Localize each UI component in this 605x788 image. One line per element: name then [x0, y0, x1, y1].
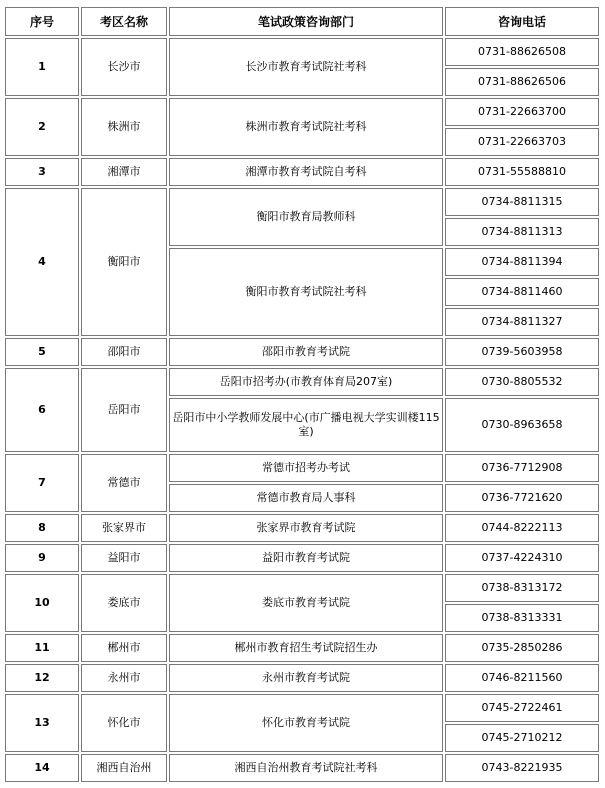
phone-number: 0731-22663703 [445, 128, 599, 156]
dept-name: 衡阳市教育局教师科 [169, 188, 443, 246]
header-dept: 笔试政策咨询部门 [169, 7, 443, 36]
exam-contact-table [3, 5, 601, 784]
row-number: 5 [5, 338, 79, 366]
dept-name: 湘西自治州教育考试院社考科 [169, 754, 443, 782]
phone-number: 0731-55588810 [445, 158, 599, 186]
header-row [5, 7, 599, 36]
area-name: 株洲市 [81, 98, 167, 156]
row-number: 12 [5, 664, 79, 692]
phone-number: 0731-22663700 [445, 98, 599, 126]
phone-number: 0734-8811327 [445, 308, 599, 336]
phone-number: 0739-5603958 [445, 338, 599, 366]
phone-number: 0746-8211560 [445, 664, 599, 692]
area-name: 岳阳市 [81, 368, 167, 452]
header-no: 序号 [5, 7, 79, 36]
phone-number: 0743-8221935 [445, 754, 599, 782]
area-name: 湘西自治州 [81, 754, 167, 782]
area-name: 长沙市 [81, 38, 167, 96]
phone-number: 0744-8222113 [445, 514, 599, 542]
dept-name: 郴州市教育招生考试院招生办 [169, 634, 443, 662]
area-name: 衡阳市 [81, 188, 167, 336]
phone-number: 0731-88626506 [445, 68, 599, 96]
phone-number: 0736-7712908 [445, 454, 599, 482]
phone-number: 0736-7721620 [445, 484, 599, 512]
dept-name: 常德市招考办考试 [169, 454, 443, 482]
row-number: 11 [5, 634, 79, 662]
dept-name: 娄底市教育考试院 [169, 574, 443, 632]
dept-name: 永州市教育考试院 [169, 664, 443, 692]
area-name: 永州市 [81, 664, 167, 692]
dept-name: 长沙市教育考试院社考科 [169, 38, 443, 96]
dept-name: 株洲市教育考试院社考科 [169, 98, 443, 156]
row-number: 6 [5, 368, 79, 452]
phone-number: 0734-8811394 [445, 248, 599, 276]
row-number: 8 [5, 514, 79, 542]
phone-number: 0734-8811315 [445, 188, 599, 216]
dept-name: 湘潭市教育考试院自考科 [169, 158, 443, 186]
table-row [5, 454, 599, 482]
table-row [5, 158, 599, 186]
area-name: 怀化市 [81, 694, 167, 752]
table-row [5, 694, 599, 722]
table-row [5, 188, 599, 216]
phone-number: 0738-8313172 [445, 574, 599, 602]
row-number: 4 [5, 188, 79, 336]
row-number: 9 [5, 544, 79, 572]
row-number: 10 [5, 574, 79, 632]
dept-name: 怀化市教育考试院 [169, 694, 443, 752]
table-row [5, 514, 599, 542]
table-row [5, 338, 599, 366]
table-row [5, 98, 599, 126]
phone-number: 0734-8811313 [445, 218, 599, 246]
table-body [5, 38, 599, 782]
area-name: 益阳市 [81, 544, 167, 572]
phone-number: 0735-2850286 [445, 634, 599, 662]
phone-number: 0738-8313331 [445, 604, 599, 632]
area-name: 湘潭市 [81, 158, 167, 186]
dept-name: 岳阳市中小学教师发展中心(市广播电视大学实训楼115室) [169, 398, 443, 452]
area-name: 娄底市 [81, 574, 167, 632]
dept-name: 岳阳市招考办(市教育体育局207室) [169, 368, 443, 396]
row-number: 3 [5, 158, 79, 186]
table-row [5, 664, 599, 692]
table-row [5, 574, 599, 602]
header-phone: 咨询电话 [445, 7, 599, 36]
phone-number: 0734-8811460 [445, 278, 599, 306]
dept-name: 邵阳市教育考试院 [169, 338, 443, 366]
dept-name: 益阳市教育考试院 [169, 544, 443, 572]
table-row [5, 368, 599, 396]
dept-name: 张家界市教育考试院 [169, 514, 443, 542]
table-row [5, 38, 599, 66]
row-number: 7 [5, 454, 79, 512]
phone-number: 0730-8963658 [445, 398, 599, 452]
area-name: 张家界市 [81, 514, 167, 542]
row-number: 2 [5, 98, 79, 156]
phone-number: 0730-8805532 [445, 368, 599, 396]
area-name: 常德市 [81, 454, 167, 512]
dept-name: 常德市教育局人事科 [169, 484, 443, 512]
row-number: 14 [5, 754, 79, 782]
table-row [5, 544, 599, 572]
area-name: 郴州市 [81, 634, 167, 662]
row-number: 13 [5, 694, 79, 752]
phone-number: 0737-4224310 [445, 544, 599, 572]
row-number: 1 [5, 38, 79, 96]
dept-name: 衡阳市教育考试院社考科 [169, 248, 443, 336]
header-area: 考区名称 [81, 7, 167, 36]
phone-number: 0745-2710212 [445, 724, 599, 752]
phone-number: 0731-88626508 [445, 38, 599, 66]
area-name: 邵阳市 [81, 338, 167, 366]
table-row [5, 634, 599, 662]
table-row [5, 754, 599, 782]
phone-number: 0745-2722461 [445, 694, 599, 722]
